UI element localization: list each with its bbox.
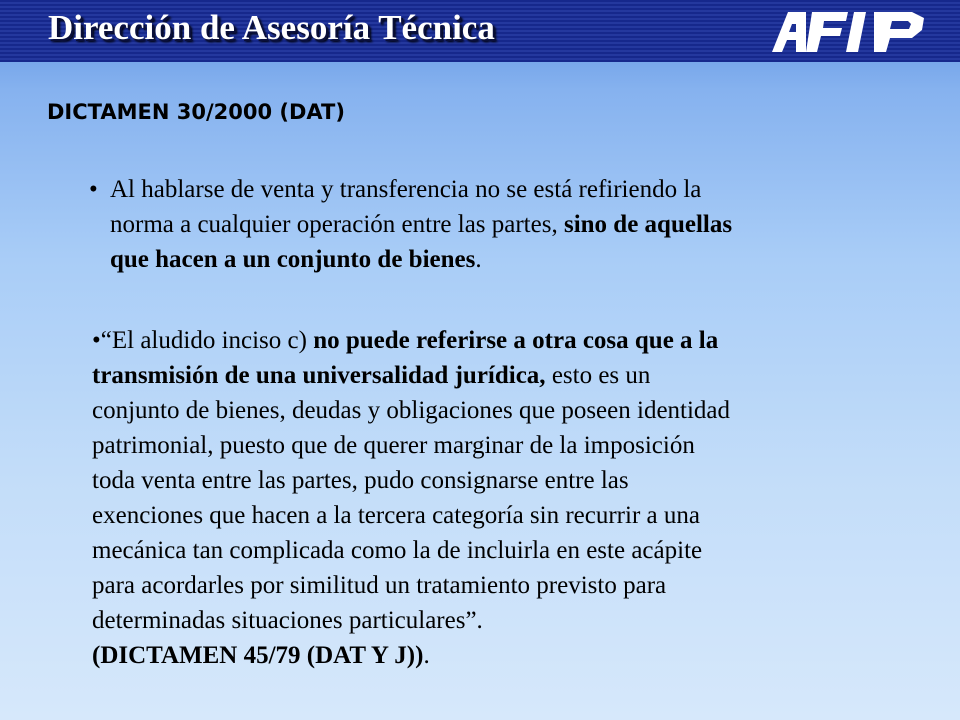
bold-text: sino de aquellas (563, 211, 733, 238)
paragraph-line: exenciones que hacen a la tercera categoría sin recurrir a una (92, 502, 700, 529)
paragraph-line: determinadas situaciones particulares”. (92, 607, 483, 634)
header-title: Dirección de Asesoría Técnica (48, 8, 495, 47)
citation-reference: (DICTAMEN 45/79 (DAT Y J)) (92, 642, 424, 669)
paragraph-line: norma a cualquier operación entre las partes, sino de aquellas (110, 211, 733, 238)
paragraph-line: patrimonial, puesto que de querer marginar de la imposición (92, 432, 695, 459)
afip-logo (772, 12, 924, 52)
bullet-paragraph-1 (89, 172, 930, 277)
bold-text: que hacen a un conjunto de bienes (110, 246, 476, 273)
paragraph-line: que hacen a un conjunto de bienes. (110, 246, 482, 273)
bullet-marker: • (92, 327, 101, 354)
paragraph-line: Al hablarse de venta y transferencia no se está refiriendo la (110, 176, 702, 203)
bullet-marker: • (89, 176, 98, 203)
paragraph-line: transmisión de una universalidad jurídica, esto es un (92, 362, 651, 389)
paragraph-line: para acordarles por similitud un tratamiento previsto para (92, 572, 667, 599)
paragraph-line: mecánica tan complicada como la de incluirla en este acápite (92, 537, 703, 564)
citation-line: (DICTAMEN 45/79 (DAT Y J)). (92, 642, 430, 669)
paragraph-line: •“El aludido inciso c) no puede referirse a otra cosa que a la (92, 327, 719, 354)
paragraph-line: conjunto de bienes, deudas y obligaciones que poseen identidad (92, 397, 731, 424)
bold-text: transmisión de una universalidad jurídica, (92, 362, 546, 389)
document-title: DICTAMEN 30/2000 (DAT) (47, 100, 345, 124)
bullet-paragraph-2 (92, 323, 922, 673)
paragraph-line: toda venta entre las partes, pudo consignarse entre las (92, 467, 629, 494)
header-bar (0, 0, 960, 62)
bold-text: no puede referirse a otra cosa que a la (313, 327, 719, 354)
